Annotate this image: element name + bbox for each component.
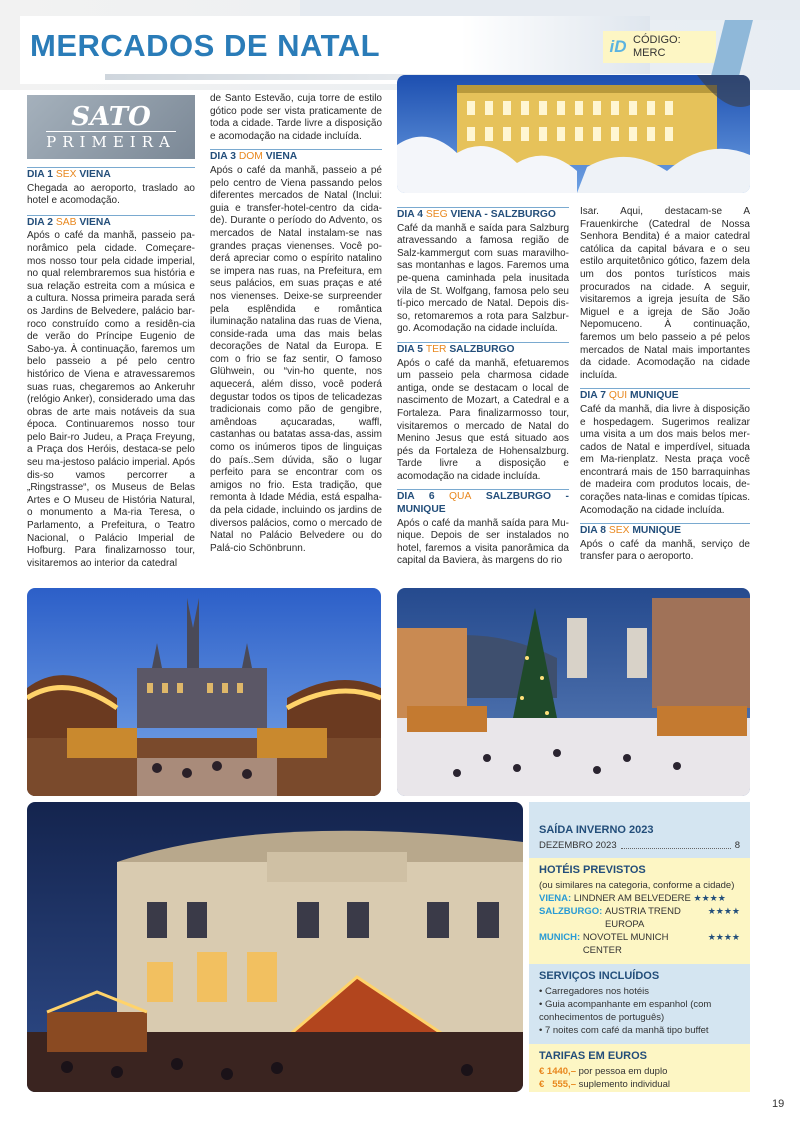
day-heading: DIA 5 TER SALZBURGO (397, 342, 569, 357)
star-rating-icon: ★★★★ (707, 932, 740, 942)
itinerary-column-4 (580, 206, 750, 564)
hotels-box (529, 858, 750, 964)
day-text: Chegada ao aeroporto, traslado ao hotel e acomodação. (27, 182, 195, 207)
day-heading: DIA 4 SEG VIENA - SALZBURGO (397, 207, 569, 222)
photo-salzburg-market (397, 588, 750, 796)
departure-month: DEZEMBRO 2023 (539, 840, 617, 851)
day-text: Após o café da manhã, serviço de transfer para o aeroporto. (580, 538, 750, 563)
page-title: MERCADOS DE NATAL (30, 28, 381, 63)
star-rating-icon: ★★★★ (707, 906, 740, 916)
itinerary-column-3 (397, 203, 569, 568)
photo-salzburg-image (397, 588, 750, 796)
day-heading: DIA 7 QUI MUNIQUE (580, 388, 750, 403)
photo-vienna-market (27, 588, 381, 796)
departure-title: SAÍDA INVERNO 2023 (539, 824, 654, 836)
day-text: Após o café da manhã saída para Mu-nique. Depois de ser instalados no hotel, faremos a visita panorâmica da capital da Baviera, às margens do rio (397, 517, 569, 567)
photo-schonbrunn-snow (397, 75, 750, 193)
tariff-row: € 1440,– por pessoa em duplo (539, 1066, 668, 1077)
day-text: Após o café da manhã, efetuaremos um passeio pela charmosa cidade antiga, onde se destacam o local de nascimento de Mozart, a Catedral e a Fortaleza. Para finalizarmosso tour, visitaremos o mercado de Natal do Menino Jesus que está situado aos pés da Fortaleza de Hohensalzburg. Tarde livre a disposição e acomodação na cidade incluída. (397, 357, 569, 482)
star-rating-icon: ★★★★ (693, 893, 726, 903)
day-heading: DIA 3 DOM VIENA (210, 149, 382, 164)
day-text: Café da manhã, dia livre à disposição e hospedagem. Sugerimos realizar uma visita a um dos mais belos mer-cados de Natal e imperdível, situada em Ma-rienplatz. Nesta praça você encontrará mais de 150 barraquinhas de madeira com produtos locais, de-corações nata-linas e comidas típicas. Acomodação na cidade incluída. (580, 403, 750, 516)
code-label: CÓDIGO: (633, 34, 681, 46)
day-text: Após o café da manhã, passeio a pé pelo centro de Viena passando pelos diferentes mercados de Natal (Inclui: guia e transfer-hotel-centro da cida-de). Durante o período do Advento, os mercados de Natal instalam-se nas grandes praças vienenses. Você po-derá apreciar como o espírito natalino se impera nas ruas, na Prefeitura, em seus palácios, em suas praças e até nos vienenses. Deixe-se surpreender pela esplêndida e romântica iluminação natalina das ruas de Viena, conside-rada uma das mais belas decorações de Natal da Europa. E com o frio se faz sentir, O famoso Glühwein, ou “vin-ho quente, nos aquecerá, além disso, você poderá degustar todos os tipos de telicadezas tradicionais como pão de gengibre, amêndoas açucaradas, waffl, castanhas ou batatas assa-das, assim como os inúmeros tipos de linguiças do país..Sem dúvida, são o lugar perfeito para se encontrar com os amigos no frio. Esta tradição, que remonta à Idade Média, está espalha-da pela cidade, incluindo os jardins de diversos palácios, como o mercado de Natal no Palácio Belvedere ou do Palá-cio Schönbrunn. (210, 164, 382, 554)
day-text-continuation: de Santo Estevão, cuja torre de estilo gótico pode ser vista praticamente de toda a cidade. Tarde livre a disposição e acomodação na cidade incluída. (210, 93, 382, 142)
hotels-title: HOTÉIS PREVISTOS (539, 864, 646, 876)
hotel-row: VIENA: LINDNER AM BELVEDERE ★★★★ (539, 893, 726, 904)
service-item: • Guia acompanhante em espanhol (com conhecimentos de português) (539, 999, 712, 1023)
departure-box (529, 802, 750, 858)
service-item: • 7 noites com café da manhã tipo buffet (539, 1025, 709, 1036)
day-heading: DIA 8 SEX MUNIQUE (580, 523, 750, 538)
services-title: SERVIÇOS INCLUÍDOS (539, 970, 660, 982)
services-box (529, 964, 750, 1044)
itinerary-column-2 (210, 93, 382, 555)
photo-belvedere-image (27, 802, 523, 1092)
itinerary-column-1 (27, 163, 195, 570)
hotel-row: MUNICH: NOVOTEL MUNICH CENTER ★★★★ (539, 932, 740, 956)
hotels-note: (ou similares na categoria, conforme a cidade) (539, 880, 735, 891)
day-text: Após o café da manhã, passeio pa-norâmico pela cidade. Começare-mos nosso tour pela cidade imperial, no qual relembraremos sua história e sua relação estreita com a música e a cultura. Nossa primeira parada será os Jardins de Belvedere, palácio bar-roco construído como a residên-cia de verão do Príncipe Eugenio de Sabo-ya. À continuação, faremos um belo passeio a pé pelo centro histórico de Viena e atravessaremos suas ruas, chegaremos ao Ankeruhr (relógio Anker), considerado uma das obras de arte mais notáveis da sua época. Continuaremos nosso tour pelo Bair-ro Judeu, a Praça Freyung, a Praça dos Heróis, destaca-se pelo seu ma-jestoso palácio imperial. Após dis-so vamos percorrer a „Ringstrasse“, os Museus de Belas Artes e O Museu de História Natural, o monumento a Ma-ria Teresa, o Parlamento, a Prefeitura, o Teatro Nacional, o Palácio Imperial de Hofburg. Para finalizarnosso tour, visitaremos ao interior da catedral (27, 230, 195, 569)
code-badge (603, 31, 716, 63)
hotel-row: SALZBURGO: AUSTRIA TREND EUROPA ★★★★ (539, 906, 740, 930)
photo-vienna-image (27, 588, 381, 796)
departure-row (539, 839, 740, 852)
departure-day: 8 (734, 840, 740, 851)
code-value: MERC (633, 47, 666, 59)
day-heading: DIA 2 SAB VIENA (27, 215, 195, 230)
day-heading: DIA 6 QUA SALZBURGO -MUNIQUE (397, 491, 569, 516)
day-text: Café da manhã e saída para Salzburg atravessando a famosa região de Salz-kammergut com suas maravilho-sas montanhas e lagos. Faremos uma pe-quena caminhada pela inusitada vila de St. Wolfgang, famosa pelo seu tí-pico mercado de Natal. Depois dis-so, retomaremos a rota para Salzbur-go. Acomodação na cidade incluída. (397, 222, 569, 335)
photo-schonbrunn-image (397, 75, 750, 193)
sato-logo (27, 95, 195, 159)
day-heading: DIA 1 SEX VIENA (27, 167, 195, 182)
tariffs-box (529, 1044, 750, 1092)
tariff-row: € 555,– suplemento individual (539, 1079, 670, 1090)
service-item: • Carregadores nos hotéis (539, 986, 649, 997)
day-text-continuation: Isar. Aqui, destacam-se A Frauenkirche (Catedral de Nossa Senhora Bendita) é a maior catedral católica da capital bávara e o seu estilo arquitetônico gótico, fazem dela um dos pontos turísticos mais procurados na cidade. A seguir, visitaremos a igreja jesuíta de São Miguel e a igreja de São João Nepomuceno. À continuação, faremos um belo passeio a pé pelos mercados de Natal mais importantes da cidade. Acomodação na cidade incluída. (580, 206, 750, 381)
trip-info-panel (529, 802, 750, 1092)
photo-belvedere-market (27, 802, 523, 1092)
id-icon: iD (609, 37, 627, 56)
tariffs-title: TARIFAS EM EUROS (539, 1050, 647, 1062)
page-number: 19 (772, 1098, 785, 1110)
logo-sub-text: PRIMEIRA (46, 133, 176, 151)
logo-main-text: SATO (71, 102, 151, 132)
